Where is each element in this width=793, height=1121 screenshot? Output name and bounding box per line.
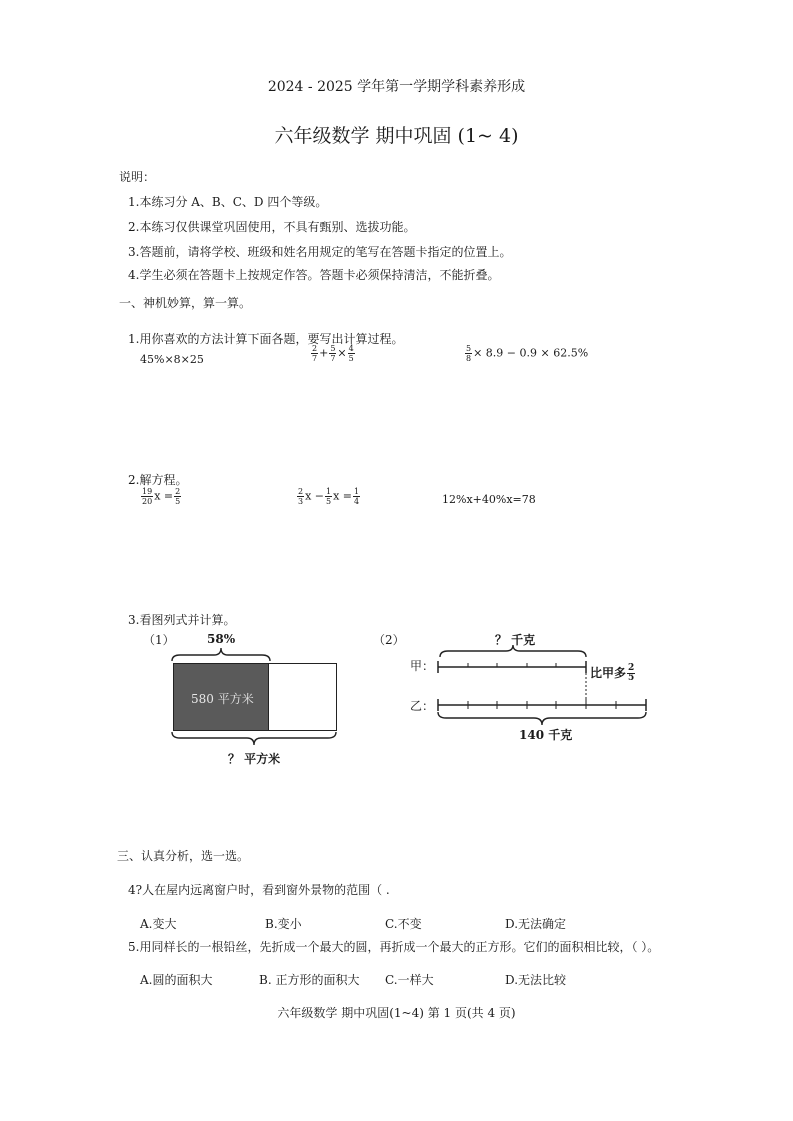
notes-heading: 说明： [119, 170, 156, 184]
page-title: 六年级数学 期中巩固 (1~ 4) [274, 125, 519, 147]
fig2-number: （2） [373, 633, 405, 647]
fig2-yi-label: 乙： [410, 699, 435, 713]
fig2-more-label: 比甲多 $\frac{2}{5}$ [590, 663, 635, 683]
q4-option-c: C.不变 [385, 917, 422, 931]
note-item: 1.本练习分 A、B、C、D 四个等级。 [128, 195, 328, 209]
q4-option-b: B.变小 [265, 917, 302, 931]
q1-expression-1: 45%×8×25 [140, 353, 204, 366]
q4-prompt: 4?人在屋内远离窗户时，看到窗外景物的范围（ . [128, 883, 390, 897]
q5-option-a: A.圆的面积大 [140, 973, 213, 987]
q4-option-d: D.无法确定 [505, 917, 567, 931]
note-item: 2.本练习仅供课堂巩固使用，不具有甄别、选拔功能。 [128, 220, 416, 234]
fig1-bottom-brace [170, 730, 340, 748]
fig2-jia-label: 甲： [410, 659, 435, 673]
section1-heading: 一、神机妙算，算一算。 [119, 296, 252, 310]
q5-prompt: 5.用同样长的一根铅丝，先折成一个最大的圆，再折成一个最大的正方形。它们的面积相比较，（ ）。 [128, 940, 660, 954]
q1-expression-2: $\frac{2}{7}$ + $\frac{5}{7}$ × $\frac{4}{5}$ [312, 344, 354, 363]
q5-option-d: D.无法比较 [505, 973, 567, 987]
q1-prompt: 1.用你喜欢的方法计算下面各题，要写出计算过程。 [128, 332, 404, 346]
q2-equation-3: 12%x+40%x=78 [442, 493, 536, 506]
q2-equation-2: $\frac{2}{3}$ x − $\frac{1}{5}$ x = $\frac{1}{4}$ [298, 487, 360, 506]
q5-option-b: B. 正方形的面积大 [259, 973, 360, 987]
fig1-number: （1） [143, 633, 175, 647]
q2-equation-1: $\frac{19}{20}$ x = $\frac{2}{5}$ [142, 487, 181, 506]
page-footer: 六年级数学 期中巩固(1~4) 第 1 页(共 4 页) [277, 1006, 516, 1020]
q5-option-c: C.一样大 [385, 973, 434, 987]
fig1-total-label: ？ 平方米 [228, 752, 281, 766]
note-item: 3.答题前，请将学校、班级和姓名用规定的笔写在答题卡指定的位置上。 [128, 245, 512, 259]
fig1-percent-label: 58% [207, 632, 236, 646]
school-year-header: 2024 - 2025 学年第一学期学科素养形成 [267, 79, 526, 95]
fig1-shaded-label: 580 平方米 [191, 692, 254, 706]
q2-prompt: 2.解方程。 [128, 473, 188, 487]
q3-prompt: 3.看图列式并计算。 [128, 613, 236, 627]
fig2-bottom-label: 140 千克 [519, 728, 573, 742]
fig1-divider [268, 663, 269, 730]
fig1-top-brace [170, 645, 272, 663]
q1-expression-3: $\frac{5}{8}$ × 8.9 − 0.9 × 62.5% [466, 344, 589, 363]
note-item: 4.学生必须在答题卡上按规定作答。答题卡必须保持清洁，不能折叠。 [128, 268, 500, 282]
q4-option-a: A.变大 [140, 917, 177, 931]
fig2-top-label: ？ 千克 [495, 633, 536, 647]
section3-heading: 三、认真分析，选一选。 [117, 849, 250, 863]
